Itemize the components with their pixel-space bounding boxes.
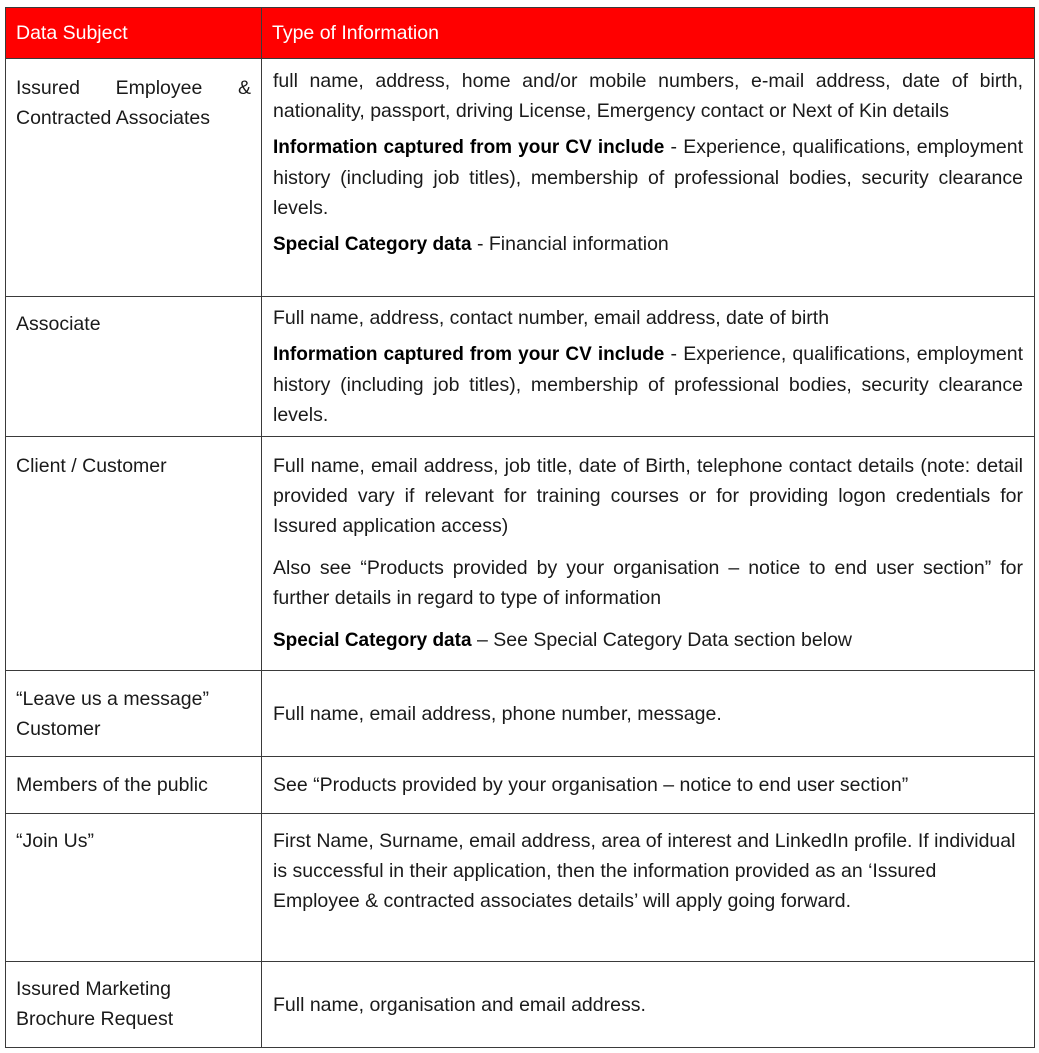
info-text: – See Special Category Data section below bbox=[471, 629, 853, 651]
subject-label: Client / Customer bbox=[16, 455, 167, 477]
subject-cell bbox=[6, 671, 262, 757]
subject-label: “Join Us” bbox=[16, 830, 95, 852]
subject-cell bbox=[6, 297, 262, 437]
info-paragraph: full name, address, home and/or mobile numbers, e-mail address, date of birth, nationality, passport, driving License, Emergency contact or Next of Kin details bbox=[273, 70, 1023, 122]
info-paragraph: Full name, email address, phone number, message. bbox=[273, 702, 722, 725]
info-cell bbox=[262, 297, 1035, 437]
info-bold-label: Information captured from your CV include bbox=[273, 137, 665, 158]
info-paragraph bbox=[273, 229, 1023, 260]
info-paragraph bbox=[273, 132, 1023, 223]
subject-label: “Leave us a message” Customer bbox=[16, 688, 209, 740]
data-subjects-table bbox=[5, 7, 1035, 1048]
header-type-of-information-label: Type of Information bbox=[272, 22, 439, 44]
subject-label: Issured Employee & Contracted Associates bbox=[16, 77, 251, 129]
header-data-subject bbox=[6, 8, 262, 59]
header-type-of-information bbox=[262, 8, 1035, 59]
info-text: - Experience, qualifications, employment history (including job titles), membership of professional bodies, security clearance levels. bbox=[273, 343, 1024, 426]
table-header-row bbox=[6, 8, 1035, 59]
table-row bbox=[6, 814, 1035, 962]
info-cell bbox=[262, 59, 1035, 297]
info-bold-label: Information captured from your CV include bbox=[273, 344, 665, 365]
table-row bbox=[6, 437, 1035, 671]
subject-cell bbox=[6, 757, 262, 814]
info-text: - Experience, qualifications, employment history (including job titles), membership of professional bodies, security clearance levels. bbox=[273, 136, 1024, 219]
info-cell bbox=[262, 437, 1035, 671]
subject-cell bbox=[6, 59, 262, 297]
info-cell bbox=[262, 671, 1035, 757]
info-paragraph bbox=[273, 625, 1023, 656]
table-row bbox=[6, 757, 1035, 814]
header-data-subject-label: Data Subject bbox=[16, 22, 128, 44]
info-paragraph: See “Products provided by your organisation – notice to end user section” bbox=[273, 774, 909, 796]
info-paragraph: Full name, organisation and email address. bbox=[273, 993, 646, 1016]
info-paragraph: Also see “Products provided by your organisation – notice to end user section” for further details in regard to type of information bbox=[273, 557, 1023, 609]
info-cell bbox=[262, 962, 1035, 1048]
info-cell bbox=[262, 814, 1035, 962]
table-row bbox=[6, 962, 1035, 1048]
info-paragraph: Full name, email address, job title, date of Birth, telephone contact details (note: detail provided vary if relevant for training courses or for providing logon credentials for Issured application access) bbox=[273, 455, 1023, 537]
info-paragraph: Full name, address, contact number, email address, date of birth bbox=[273, 307, 830, 329]
table-row bbox=[6, 671, 1035, 757]
subject-label: Members of the public bbox=[16, 774, 208, 796]
subject-label: Associate bbox=[16, 313, 101, 335]
info-paragraph: First Name, Surname, email address, area of interest and LinkedIn profile. If individual is successful in their application, then the information provided as an ‘Issured Employee & contracted associates details’ will apply going forward. bbox=[273, 830, 1016, 912]
subject-cell bbox=[6, 814, 262, 962]
subject-cell bbox=[6, 437, 262, 671]
table-row bbox=[6, 59, 1035, 297]
info-paragraph bbox=[273, 339, 1023, 430]
info-cell bbox=[262, 757, 1035, 814]
info-bold-label: Special Category data bbox=[273, 234, 472, 255]
info-bold-label: Special Category data bbox=[273, 630, 472, 651]
table-row bbox=[6, 297, 1035, 437]
subject-cell bbox=[6, 962, 262, 1048]
info-text: - Financial information bbox=[471, 233, 669, 255]
subject-label: Issured Marketing Brochure Request bbox=[16, 978, 174, 1030]
